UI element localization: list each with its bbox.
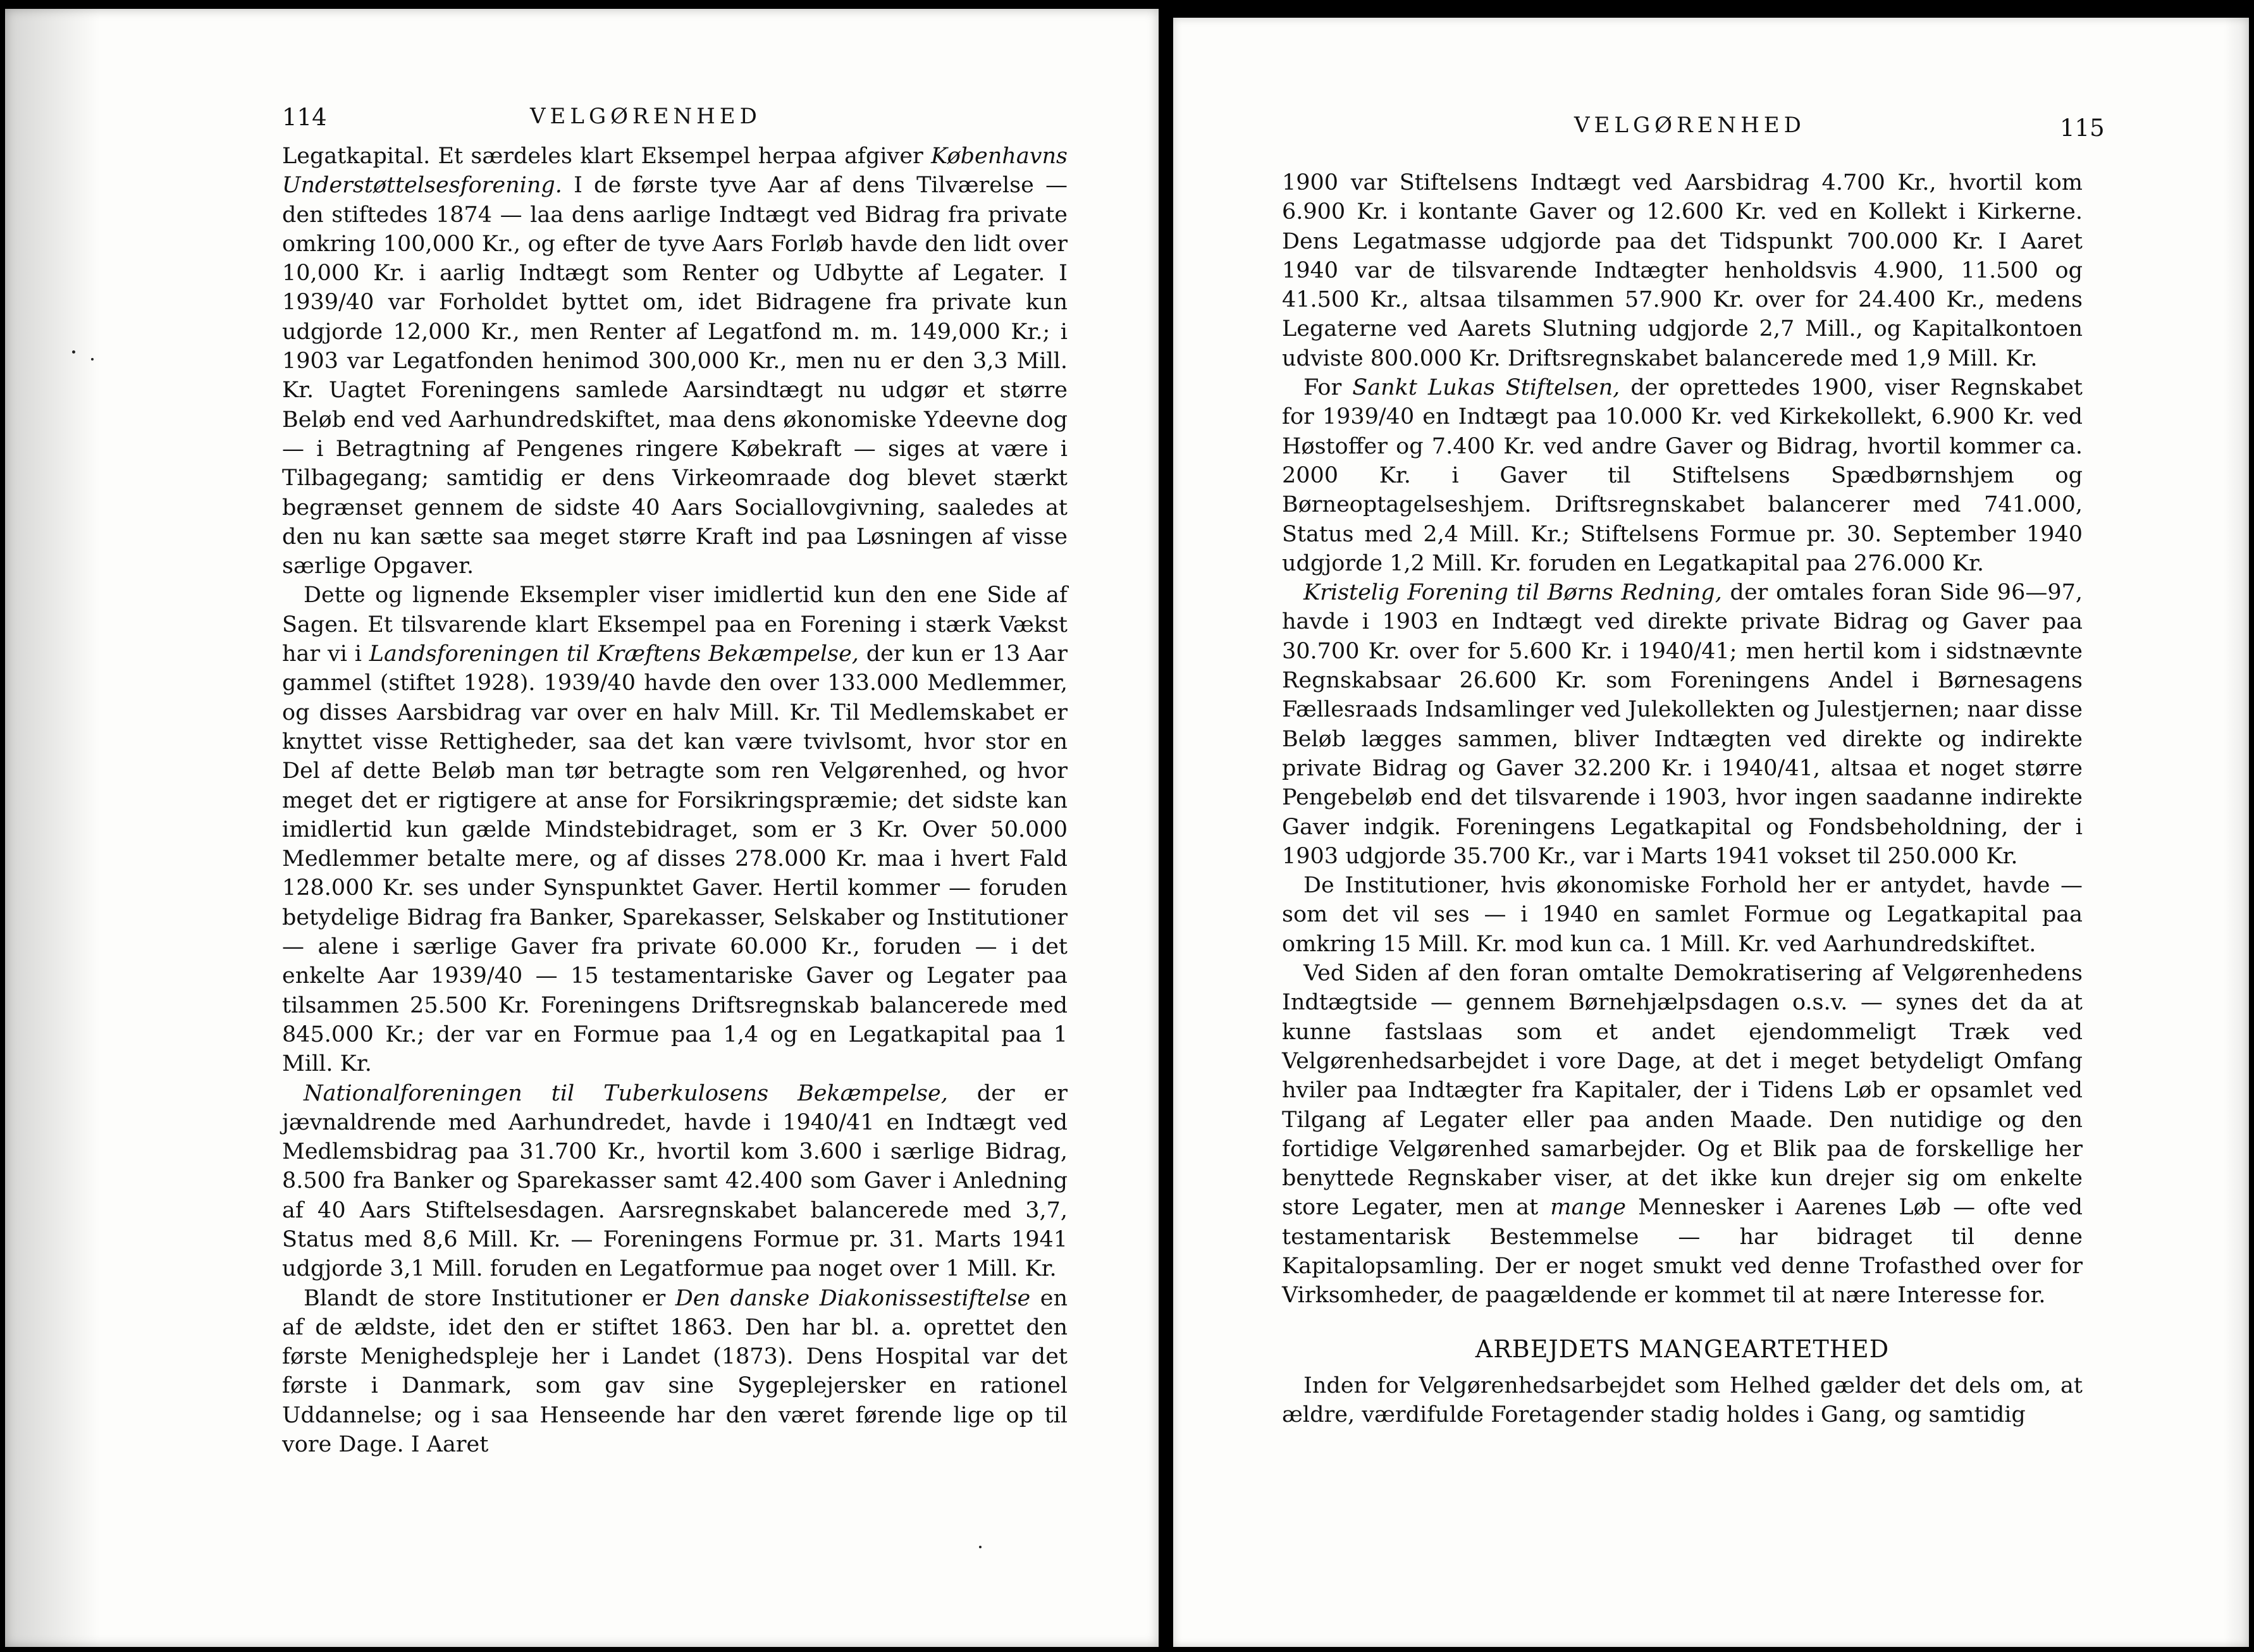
text-run: For <box>1303 375 1353 401</box>
text-run: Blandt de store Institutioner er <box>304 1285 675 1311</box>
italic-text: mange <box>1550 1195 1627 1221</box>
text-run: der oprettedes 1900, viser Regnskabet for 1939/40 en Indtægt paa 10.000 Kr. ved Kirkekollekt, 6.900 Kr. ved Høstoffer og 7.400 Kr. ved andre Gaver og Bidrag, hvortil kommer ca. 2000 Kr. i Gaver til Stiftelsens Spædbørnshjem og Børneoptagelseshjem. Driftsregnskabet balancerer med 741.000, Status med 2,4 Mill. Kr.; Stiftelsens Formue pr. 30. September 1940 udgjorde 1,2 Mill. Kr. foruden en Legatkapital paa 276.000 Kr. <box>1282 375 2083 576</box>
paragraph <box>1282 959 2083 1310</box>
text-run: der er jævnaldrende med Aarhundredet, havde i 1940/41 en Indtægt ved Medlemsbidrag paa 31.700 Kr., hvortil kom 3.600 i særlige Bidrag, 8.500 fra Banker og Sparekasser samt 42.400 som Gaver i Anledning af 40 Aars Stiftelsesdagen. Aarsregnskabet balancerede med 3,7, Status med 8,6 Mill. Kr. — Foreningens Formue pr. 31. Marts 1941 udgjorde 3,1 Mill. foruden en Legatformue paa noget over 1 Mill. Kr. <box>282 1080 1068 1282</box>
italic-text: Sankt Lukas Stiftelsen, <box>1352 375 1620 401</box>
paragraph <box>1282 871 2083 959</box>
section-heading: ARBEJDETS MANGEARTETHED <box>1475 1335 1890 1363</box>
left-page-body <box>282 142 1068 1459</box>
paragraph <box>1282 373 2083 578</box>
page-number-right: 115 <box>2060 114 2105 142</box>
page-gutter-shadow <box>5 9 100 1647</box>
paragraph <box>1282 1371 2083 1430</box>
italic-text: Nationalforeningen til Tuberkulosens Bekæmpelse, <box>304 1080 948 1106</box>
text-run: der omtales foran Side 96—97, havde i 1903 en Indtægt ved direkte private Bidrag og Gaver paa 30.700 Kr. over for 5.600 Kr. i 1940/41; men hertil kom i sidstnævnte Regnskabsaar 26.600 Kr. som Foreningens Andel i Børnesagens Fællesraads Indsamlinger ved Julekollekten og Julestjernen; naar disse Beløb lægges sammen, bliver Indtægten ved direkte og indirekte private Bidrag og Gaver 32.200 Kr. i 1940/41, altsaa et noget større Pengebeløb end det tilsvarende i 1903, hvor ingen saadanne indirekte Gaver indgik. Foreningens Legatkapital og Fondsbeholdning, der i 1903 udgjorde 35.700 Kr., var i Marts 1941 vokset til 250.000 Kr. <box>1282 580 2083 869</box>
text-run: De Institutioner, hvis økonomiske Forhold her er antydet, havde — som det vil ses — i 1940 en samlet Formue og Legatkapital paa omkring 15 Mill. Kr. mod kun ca. 1 Mill. Kr. ved Aarhundredskiftet. <box>1282 873 2083 957</box>
right-page-body <box>1282 168 2083 1429</box>
paragraph <box>282 142 1068 581</box>
italic-text: Den danske Diakonissestiftelse <box>675 1285 1031 1311</box>
print-speck <box>91 358 94 361</box>
running-head-right: VELGØRENHED <box>1574 113 1806 138</box>
paragraph <box>1282 578 2083 871</box>
running-head-left: VELGØRENHED <box>530 104 761 129</box>
right-page <box>1173 18 2249 1647</box>
print-speck <box>979 1546 982 1548</box>
text-run: Legatkapital. Et særdeles klart Eksempel herpaa afgiver <box>282 144 932 169</box>
print-speck <box>72 350 75 354</box>
text-run: Inden for Velgørenhedsarbejdet som Helhed gælder det dels om, at ældre, værdifulde Foretagender stadig holdes i Gang, og samtidig <box>1282 1372 2083 1428</box>
text-run: Dette og lignende Eksempler viser imidlertid kun den ene Side af Sagen. Et tilsvarende klart Eksempel paa en Forening i stærk Vækst har vi i <box>282 583 1068 667</box>
text-run: 1900 var Stiftelsens Indtægt ved Aarsbidrag 4.700 Kr., hvortil kom 6.900 Kr. i kontante Gaver og 12.600 Kr. ved en Kollekt i Kirkerne. Dens Legatmasse udgjorde paa det Tidspunkt 700.000 Kr. I Aaret 1940 var de tilsvarende Indtægter henholdsvis 4.900, 11.500 og 41.500 Kr., altsaa tilsammen 57.900 Kr. over for 24.400 Kr., medens Legaterne ved Aarets Slutning udgjorde 2,7 Mill., og Kapitalkontoen udviste 800.000 Kr. Driftsregnskabet balancerede med 1,9 Mill. Kr. <box>1282 170 2083 371</box>
italic-text: Kristelig Forening til Børns Redning, <box>1303 580 1722 606</box>
paragraph <box>282 1079 1068 1284</box>
text-run: Mennesker i Aarenes Løb — ofte ved testamentarisk Bestemmelse — har bidraget til denne Kapitalopsamling. Der er noget smukt ved denne Trofasthed over for Virksomheder, de paagældende er kommet til at nære Interesse for. <box>1282 1195 2083 1309</box>
page-edge-shadow <box>2224 18 2249 1647</box>
paragraph <box>282 1284 1068 1460</box>
page-number-left: 114 <box>282 104 327 131</box>
text-run: en af de ældste, idet den er stiftet 1863. Den har bl. a. oprettet den første Menighedspleje her i Landet (1873). Dens Hospital var det første i Danmark, som gav sine Sygeplejersker en rationel Uddannelse; og i saa Henseende har den været førende lige op til vore Dage. I Aaret <box>282 1285 1068 1458</box>
text-run: der kun er 13 Aar gammel (stiftet 1928). 1939/40 havde den over 133.000 Medlemmer, og disses Aarsbidrag var over en halv Mill. Kr. Til Medlemskabet er knyttet visse Rettigheder, saa det kan være tvivlsomt, hvor stor en Del af dette Beløb man tør betragte som ren Velgørenhed, og hvor meget det er rigtigere at anse for Forsikringspræmie; det sidste kan imidlertid kun gælde Mindstebidraget, som er 3 Kr. Over 50.000 Medlemmer betalte mere, og af disses 278.000 Kr. maa i hvert Fald 128.000 Kr. ses under Synspunktet Gaver. Hertil kommer — foruden betydelige Bidrag fra Banker, Sparekasser, Selskaber og Institutioner — alene i særlige Gaver fra private 60.000 Kr., foruden — i det enkelte Aar 1939/40 — 15 testamentariske Gaver og Legater paa tilsammen 25.500 Kr. Foreningens Driftsregnskab balancerede med 845.000 Kr.; der var en Formue paa 1,4 og en Legatkapital paa 1 Mill. Kr. <box>282 641 1068 1077</box>
text-run: I de første tyve Aar af dens Tilværelse — den stiftedes 1874 — laa dens aarlige Indtægt ved Bidrag fra private omkring 100,000 Kr., og efter de tyve Aars Forløb havde den lidt over 10,000 Kr. i aarlig Indtægt som Renter og Udbytte af Legater. I 1939/40 var Forholdet byttet om, idet Bidragene fra private kun udgjorde 12,000 Kr., men Renter af Legatfond m. m. 149,000 Kr.; i 1903 var Legatfonden henimod 300,000 Kr., men nu er den 3,3 Mill. Kr. Uagtet Foreningens samlede Aarsindtægt nu udgør et større Beløb end ved Aarhundredskiftet, maa dens økonomiske Ydeevne dog — i Betragtning af Pengenes ringere Købekraft — siges at være i Tilbagegang; samtidig er dens Virkeomraade dog blevet stærkt begrænset gennem de sidste 40 Aars Sociallovgivning, saaledes at den nu kan sætte saa meget større Kraft ind paa Løsningen af visse særlige Opgaver. <box>282 173 1068 579</box>
italic-text: Landsforeningen til Kræftens Bekæmpelse, <box>369 641 859 667</box>
text-run: Ved Siden af den foran omtalte Demokratisering af Velgørenhedens Indtægtside — gennem Børnehjælpsdagen o.s.v. — synes det da at kunne fastslaas som et andet ejendommeligt Træk ved Velgørenhedsarbejdet i vore Dage, at det i meget betydeligt Omfang hviler paa Indtægter fra Kapitaler, der i Tidens Løb er opsamlet ved Tilgang af Legater eller paa anden Maade. Den nutidige og den fortidige Velgørenhed samarbejder. Og et Blik paa de forskellige her benyttede Regnskaber viser, at det ikke kun drejer sig om enkelte store Legater, men at <box>1282 961 2083 1221</box>
paragraph <box>282 581 1068 1078</box>
left-page <box>5 9 1159 1647</box>
italic-text: Københavns Understøttelsesforening. <box>282 144 1068 199</box>
paragraph <box>1282 168 2083 373</box>
